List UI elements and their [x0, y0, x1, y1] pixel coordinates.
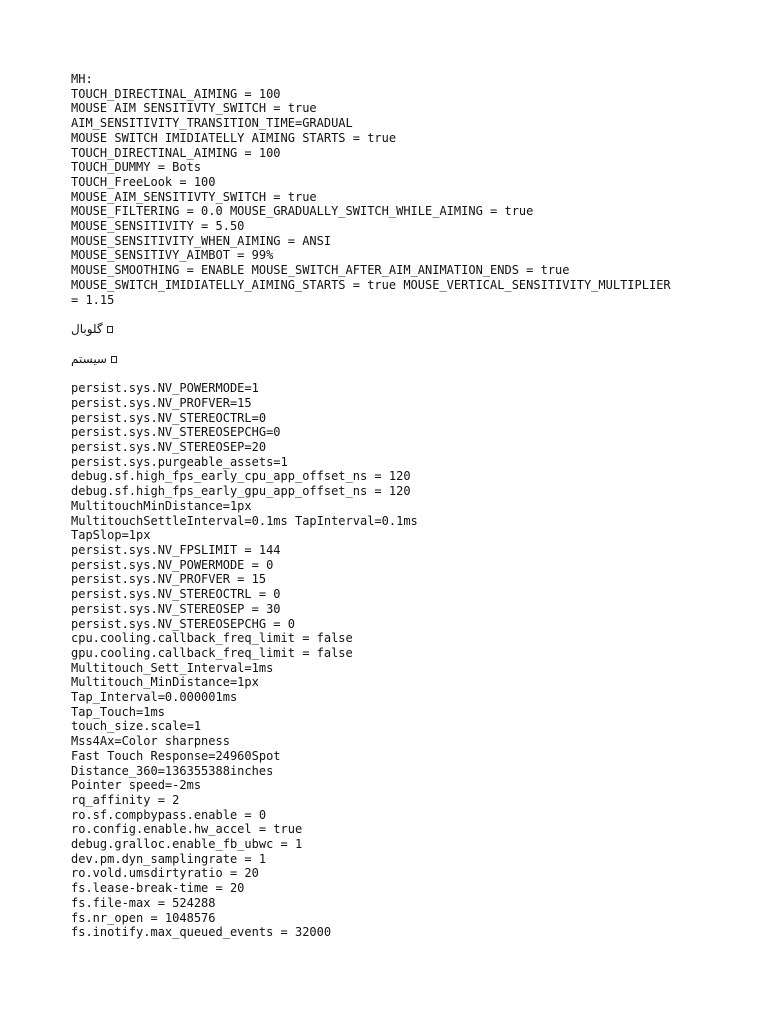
- text-line: persist.sys.NV_STEREOCTRL=0: [71, 410, 267, 425]
- heading-global: [71, 321, 113, 337]
- text-line: MOUSE_AIM_SENSITIVTY_SWITCH = true: [71, 189, 317, 204]
- text-line: Tap_Interval=0.000001ms: [71, 690, 238, 705]
- text-line: TOUCH_DUMMY = Bots: [71, 160, 202, 175]
- text-line: debug.sf.high_fps_early_gpu_app_offset_ns = 120: [71, 484, 411, 499]
- text-line: MOUSE_SENSITIVITY = 5.50: [71, 219, 245, 234]
- bullet-box-icon: [111, 356, 117, 363]
- text-line: fs.lease-break-time = 20: [71, 881, 245, 896]
- text-line: persist.sys.purgeable_assets=1: [71, 454, 288, 469]
- text-line: ro.vold.umsdirtyratio = 20: [71, 866, 259, 881]
- text-line: TOUCH_DIRECTINAL_AIMING = 100: [71, 145, 281, 160]
- heading-global-text: گلوبال: [71, 322, 103, 337]
- text-line: TapSlop=1px: [71, 528, 151, 543]
- text-line: MOUSE_FILTERING = 0.0 MOUSE_GRADUALLY_SWITCH_WHILE_AIMING = true: [71, 204, 534, 219]
- text-line: persist.sys.NV_POWERMODE=1: [71, 381, 259, 396]
- text-line: ro.sf.compbypass.enable = 0: [71, 807, 267, 822]
- text-line: rq_affinity = 2: [71, 792, 180, 807]
- text-line: Mss4Ax=Color sharpness: [71, 734, 230, 749]
- text-line: Distance_360=136355388inches: [71, 763, 274, 778]
- text-line: persist.sys.NV_POWERMODE = 0: [71, 557, 274, 572]
- text-line: persist.sys.NV_STEREOSEPCHG=0: [71, 425, 281, 440]
- text-line: ro.config.enable.hw_accel = true: [71, 822, 303, 837]
- bullet-box-icon: [107, 326, 113, 333]
- text-line: MultitouchSettleInterval=0.1ms TapInterval=0.1ms: [71, 513, 418, 528]
- text-line: TOUCH_FreeLook = 100: [71, 174, 216, 189]
- text-line: MultitouchMinDistance=1px: [71, 498, 252, 513]
- text-line: persist.sys.NV_PROFVER=15: [71, 395, 252, 410]
- text-line: MOUSE SWITCH IMIDIATELLY AIMING STARTS = true: [71, 130, 397, 145]
- text-line: Tap_Touch=1ms: [71, 704, 165, 719]
- text-line: MOUSE_SWITCH_IMIDIATELLY_AIMING_STARTS = true MOUSE_VERTICAL_SENSITIVITY_MULTIPLIER: [71, 277, 671, 292]
- text-line: Multitouch_Sett_Interval=1ms: [71, 660, 274, 675]
- text-line: debug.gralloc.enable_fb_ubwc = 1: [71, 837, 303, 852]
- text-line: Multitouch_MinDistance=1px: [71, 675, 259, 690]
- text-line: fs.file-max = 524288: [71, 895, 216, 910]
- text-line: MOUSE_SENSITIVITY_WHEN_AIMING = ANSI: [71, 233, 332, 248]
- text-line: MOUSE_SENSITIVY_AIMBOT = 99%: [71, 248, 274, 263]
- text-line: touch_size.scale=1: [71, 719, 202, 734]
- text-line: TOUCH_DIRECTINAL_AIMING = 100: [71, 86, 281, 101]
- text-line: debug.sf.high_fps_early_cpu_app_offset_ns = 120: [71, 469, 411, 484]
- text-line: AIM_SENSITIVITY_TRANSITION_TIME=GRADUAL: [71, 116, 353, 131]
- text-line: MOUSE_SMOOTHING = ENABLE MOUSE_SWITCH_AFTER_AIM_ANIMATION_ENDS = true: [71, 263, 570, 278]
- text-line: persist.sys.NV_PROFVER = 15: [71, 572, 267, 587]
- heading-system-text: سیستم: [71, 352, 107, 367]
- text-line: fs.nr_open = 1048576: [71, 910, 216, 925]
- text-line: Pointer speed=-2ms: [71, 778, 202, 793]
- text-line: = 1.15: [71, 292, 115, 307]
- document-page: [71, 72, 711, 940]
- text-line: persist.sys.NV_STEREOCTRL = 0: [71, 587, 281, 602]
- mouse-settings-block: [71, 72, 711, 307]
- system-props-block: [71, 381, 711, 940]
- text-line: fs.inotify.max_queued_events = 32000: [71, 925, 332, 940]
- text-line: gpu.cooling.callback_freq_limit = false: [71, 645, 353, 660]
- text-line: persist.sys.NV_STEREOSEP = 30: [71, 601, 281, 616]
- text-line: persist.sys.NV_FPSLIMIT = 144: [71, 542, 281, 557]
- text-line: dev.pm.dyn_samplingrate = 1: [71, 851, 267, 866]
- text-line: MH:: [71, 72, 93, 86]
- text-line: persist.sys.NV_STEREOSEP=20: [71, 440, 267, 455]
- text-line: Fast Touch Response=24960Spot: [71, 748, 281, 763]
- text-line: persist.sys.NV_STEREOSEPCHG = 0: [71, 616, 295, 631]
- heading-system: [71, 351, 117, 367]
- text-line: MOUSE AIM SENSITIVTY_SWITCH = true: [71, 101, 317, 116]
- text-line: cpu.cooling.callback_freq_limit = false: [71, 631, 353, 646]
